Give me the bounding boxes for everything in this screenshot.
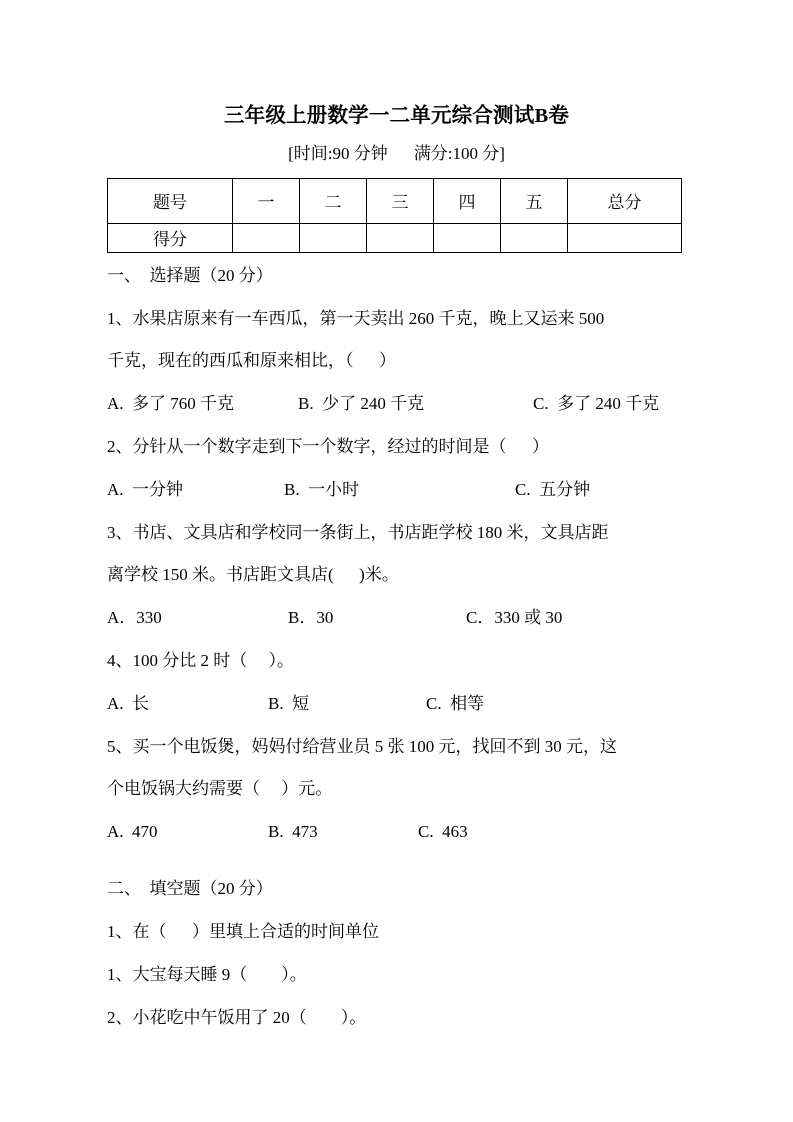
header-cell-5: 五 bbox=[501, 178, 568, 223]
option-a-q4[interactable]: A. 长 bbox=[107, 693, 150, 713]
header-cell-2: 二 bbox=[300, 178, 367, 223]
option-a-q3[interactable]: A．330 bbox=[107, 607, 162, 627]
option-c-q5[interactable]: C. 463 bbox=[418, 821, 468, 841]
question-2-line-1: 2、分针从一个数字走到下一个数字，经过的时间是（ ） bbox=[107, 436, 549, 456]
option-a-q5[interactable]: A. 470 bbox=[107, 821, 158, 841]
question-5-options bbox=[107, 797, 686, 840]
question-5-line-2: 个电饭锅大约需要（ ）元。 bbox=[107, 778, 333, 798]
question-5-line-1: 5、买一个电饭煲，妈妈付给营业员 5 张 100 元，找回不到 30 元，这 bbox=[107, 736, 617, 756]
question-1-options bbox=[107, 369, 686, 412]
exam-meta bbox=[107, 130, 686, 165]
header-cell-total: 总分 bbox=[568, 178, 682, 223]
option-b-q1[interactable]: B. 少了 240 千克 bbox=[298, 393, 425, 413]
question-4-line-1: 4、100 分比 2 时（ ）。 bbox=[107, 650, 294, 670]
option-b-q5[interactable]: B. 473 bbox=[268, 821, 318, 841]
option-b-q2[interactable]: B. 一小时 bbox=[284, 479, 360, 499]
option-b-q3[interactable]: B．30 bbox=[288, 607, 334, 627]
fill-question-2: 2、小花吃中午饭用了 20（ ）。 bbox=[107, 1007, 367, 1027]
header-cell-1: 一 bbox=[233, 178, 300, 223]
page-title: 三年级上册数学一二单元综合测试B卷 bbox=[223, 105, 570, 127]
score-cell-1[interactable] bbox=[233, 223, 300, 252]
question-2-options bbox=[107, 455, 686, 498]
row-header-score: 得分 bbox=[108, 223, 233, 252]
score-cell-4[interactable] bbox=[434, 223, 501, 252]
exam-total-score: 满分:100 分] bbox=[413, 143, 505, 163]
score-table-container bbox=[107, 165, 686, 253]
option-b-q4[interactable]: B. 短 bbox=[268, 693, 310, 713]
question-3-line-2: 离学校 150 米。书店距文具店( )米。 bbox=[107, 564, 399, 584]
option-a-q1[interactable]: A. 多了 760 千克 bbox=[107, 393, 235, 413]
option-a-q2[interactable]: A. 一分钟 bbox=[107, 479, 184, 499]
option-c-q2[interactable]: C. 五分钟 bbox=[515, 479, 591, 499]
fill-question-1: 1、在（ ）里填上合适的时间单位 bbox=[107, 921, 379, 941]
table-row-scores bbox=[108, 223, 682, 252]
section-heading-fill-in-blank: 二、 填空题（20 分） bbox=[107, 878, 273, 898]
question-1-line-1: 1、水果店原来有一车西瓜，第一天卖出 260 千克，晚上又运来 500 bbox=[107, 308, 605, 328]
question-1-line-2: 千克，现在的西瓜和原来相比，（ ） bbox=[107, 350, 396, 370]
row-header-question-number: 题号 bbox=[108, 178, 233, 223]
fill-question-1b: 1、大宝每天睡 9（ ）。 bbox=[107, 964, 307, 984]
question-3-line-1: 3、书店、文具店和学校同一条街上，书店距学校 180 米，文具店距 bbox=[107, 522, 609, 542]
table-row-question-numbers bbox=[108, 178, 682, 223]
option-c-q1[interactable]: C. 多了 240 千克 bbox=[533, 393, 660, 413]
section-heading-choice: 一、 选择题（20 分） bbox=[107, 265, 273, 285]
header-cell-4: 四 bbox=[434, 178, 501, 223]
exam-time: [时间:90 分钟 bbox=[288, 143, 388, 163]
header-cell-3: 三 bbox=[367, 178, 434, 223]
question-4-options bbox=[107, 669, 686, 712]
score-cell-total[interactable] bbox=[568, 223, 682, 252]
option-c-q4[interactable]: C. 相等 bbox=[426, 693, 485, 713]
question-3-options bbox=[107, 583, 686, 626]
score-cell-2[interactable] bbox=[300, 223, 367, 252]
score-cell-3[interactable] bbox=[367, 223, 434, 252]
score-cell-5[interactable] bbox=[501, 223, 568, 252]
option-c-q3[interactable]: C．330 或 30 bbox=[466, 607, 563, 627]
score-table bbox=[107, 178, 682, 253]
